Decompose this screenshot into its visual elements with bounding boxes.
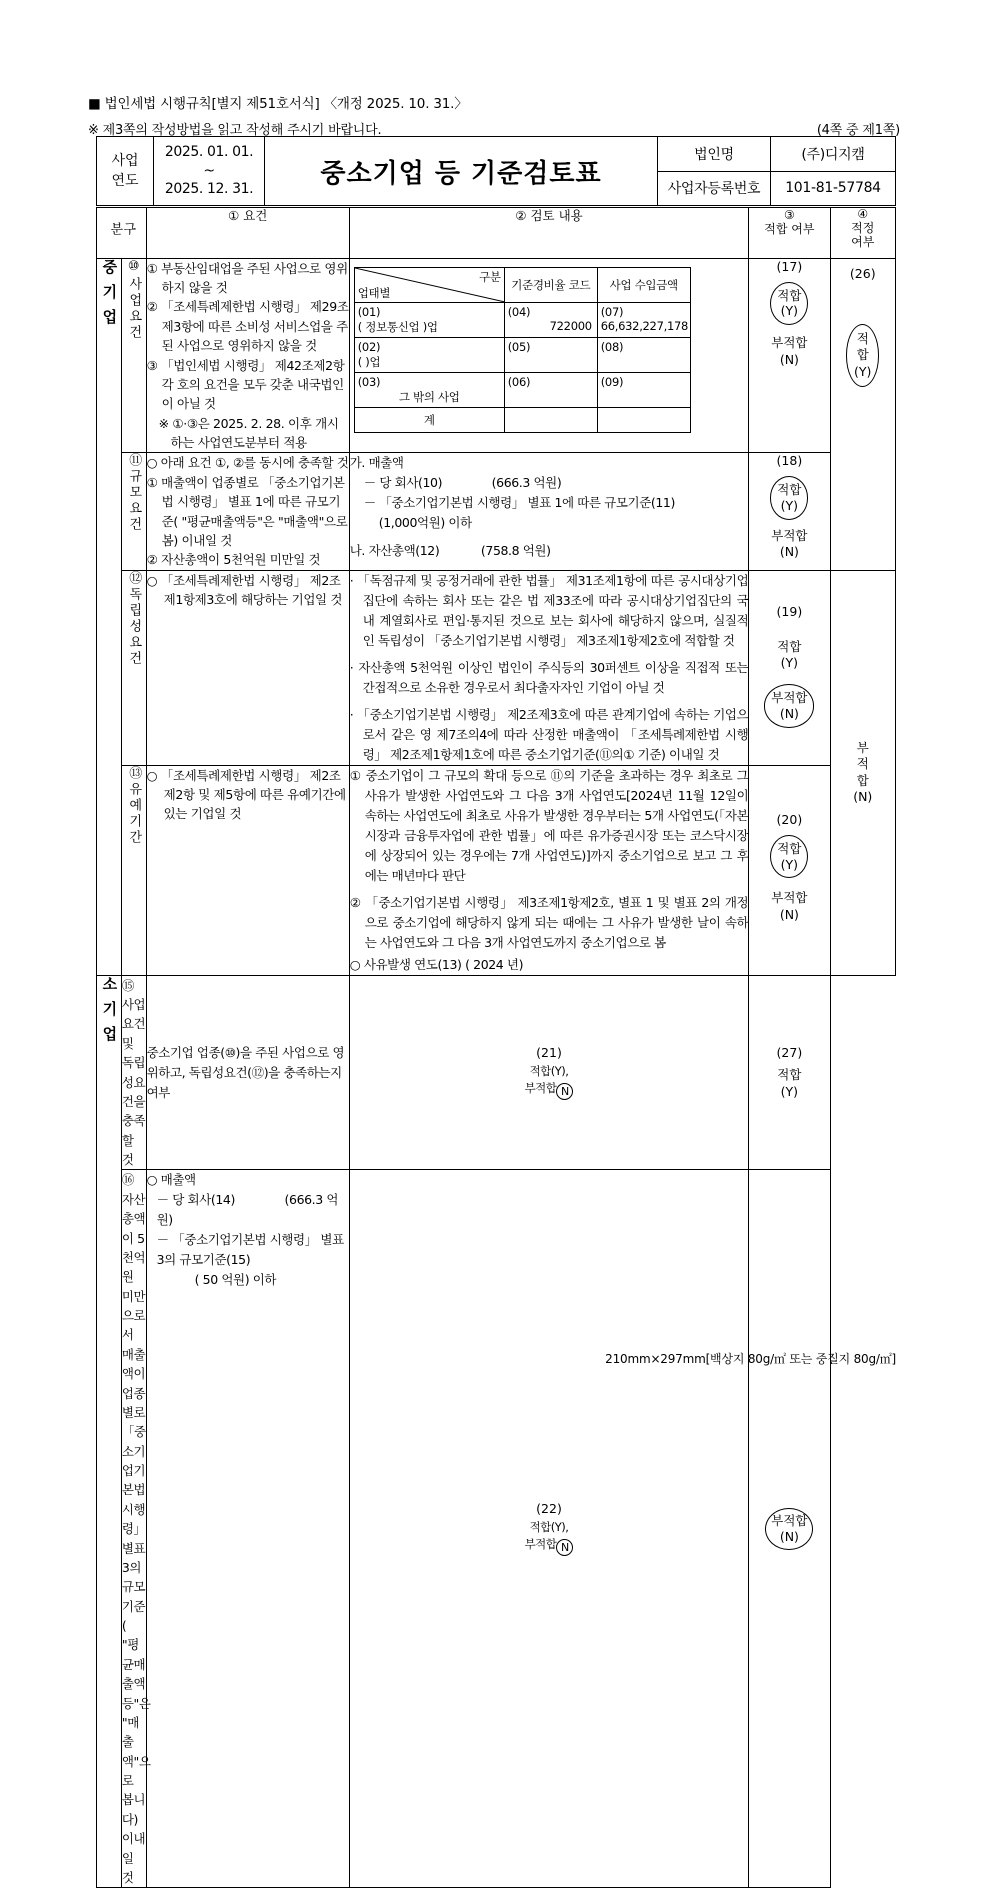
independence-bullet-2: · 자산총액 5천억원 이상인 법인이 주식등의 30퍼센트 이상을 직접적 또는 간접적으로 소유한 경우로서 최다출자자인 기업이 아닐 것 [349, 659, 749, 695]
biz-type-total-amount [597, 407, 690, 432]
scale-req-item-1: ① 매출액이 업종별로 「중소기업기본법 시행령」 별표 1에 따른 규모기준( "평균매출액등"은 "매출액"으로 봄) 이내일 것 [146, 474, 348, 548]
conform-option-yes-18[interactable] [749, 476, 829, 519]
conform-option-no-21[interactable] [350, 1080, 749, 1100]
adequacy-cell-27[interactable] [749, 975, 830, 1170]
conform-yes-l1-20: 적합 [777, 841, 802, 857]
grace-cause-year-label: ○ 사유발생 연도(13) [349, 956, 462, 972]
scale-review-a1-value: (666.3 억원) [491, 475, 562, 491]
page-title: 중소기업 등 기준검토표 [265, 137, 658, 206]
grace-review-item-1: ① 중소기업이 그 규모의 확대 등으로 ⑪의 기준을 초과하는 경우 최초로 그 사유가 발생한 사업연도와 그 다음 3개 사업연도[2024년 11월 12일이 속하는 사업연도에 최초로 사유가 발생한 경우부터는 5개 사업연도(「자본시장과 금융투자업에 관한 법률」에 따른 유가증권시장 또는 코스닥시장에 상장되어 있는 경우에는 7개 사업연도)]까지 중소기업으로 보고 그 후에는 매년마다 판단 [349, 767, 749, 883]
adequacy-l1-26: 적 [856, 331, 869, 347]
conform-option-yes-20[interactable] [749, 835, 829, 878]
biz-req-item-3: ③ 「법인세법 시행령」 제42조제2항 각 호의 요건을 모두 갖춘 내국법인이 아닐 것 [146, 357, 345, 412]
biz-type-code-cell-2 [504, 337, 597, 372]
biz-type-header-left: 업태별 [357, 285, 391, 300]
small-biz-2-line3: ( 50 억원) 이하 [194, 1272, 277, 1288]
biz-req-item-2: ② 「조세특례제한법 시행령」 제29조제3항에 따른 소비성 서비스업을 주된 사업으로 영위하지 않을 것 [146, 299, 349, 354]
adequacy-medium-l4: (N) [853, 788, 873, 804]
grace-period-requirement-text [146, 765, 349, 975]
biz-type-amt-no-3: (09) [600, 374, 624, 389]
biz-type-row [354, 372, 690, 407]
scale-review-a-label: 가. 매출액 [349, 455, 404, 471]
conform-no-l2-17: (N) [779, 351, 799, 367]
adequacy-small-l1: 부적합 [771, 1512, 808, 1528]
conform-cell-20[interactable] [749, 765, 830, 975]
table-row-independence-requirement [97, 570, 896, 765]
independence-requirement-review [349, 570, 749, 765]
conform-cell-22[interactable] [349, 1170, 749, 1888]
independence-requirement-text [146, 570, 349, 765]
biz-requirement-text [146, 258, 349, 453]
independence-req-item: ○ 「조세특례제한법 시행령」 제2조제1항제3호에 해당하는 기업일 것 [146, 572, 343, 607]
scale-req-head: ○ 아래 요건 ①, ②를 동시에 충족할 것 [146, 455, 349, 471]
small-biz-1-review: 중소기업 업종(⑩)을 주된 사업으로 영위하고, 독립성요건(⑫)을 충족하는지 여부 [146, 975, 349, 1170]
scale-review-a3: (1,000억원) 이하 [378, 515, 472, 531]
scale-requirement-marker-label: ⑪규모요건 [126, 453, 142, 534]
conform-no-label-21: 부적합 [524, 1081, 557, 1096]
biz-requirement-review [349, 258, 749, 453]
small-biz-2-line1 [147, 1190, 349, 1230]
col-adequacy-num: ④ [857, 207, 869, 221]
conform-yes-l2-19: (Y) [780, 655, 799, 671]
conform-option-yes-19[interactable] [749, 639, 829, 673]
adequacy-medium-l1: 부 [856, 740, 869, 755]
adequacy-cell-small-n[interactable] [749, 1170, 830, 1888]
document-header [88, 92, 900, 138]
biz-type-name-1: ( 정보통신업 )업 [357, 319, 438, 334]
biz-type-header-amount: 사업 수입금액 [597, 267, 690, 302]
row-label-scale-requirement [121, 453, 146, 570]
fiscal-year-tilde: ~ [203, 162, 215, 179]
conform-no-17: (17) [776, 258, 803, 274]
conform-option-no-19[interactable] [749, 684, 829, 727]
table-row-scale-requirement [97, 453, 896, 570]
biz-type-code-cell-3 [504, 372, 597, 407]
business-type-table [354, 267, 691, 433]
adequacy-l3-26: (Y) [854, 363, 872, 379]
biz-type-code-no-2: (05) [507, 339, 531, 354]
criteria-table [96, 207, 896, 1888]
row-label-biz-requirement [121, 258, 146, 453]
biz-type-header-diagonal [354, 267, 504, 302]
conform-option-yes-22[interactable]: 적합(Y), [529, 1520, 569, 1535]
table-row-grace-period [97, 765, 896, 975]
table-row-biz-requirement [97, 258, 896, 453]
small-biz-2-review-head: ○ 매출액 [146, 1172, 196, 1188]
corp-name-value: (주)디지캠 [771, 137, 896, 172]
scale-req-item-2: ② 자산총액이 5천억원 미만일 것 [146, 552, 321, 568]
grace-review-item-2: ② 「중소기업기본법 시행령」 제3조제1항제2호, 별표 1 및 별표 2의 개정으로 중소기업에 해당하지 않게 되는 때에는 그 사유가 발생한 날이 속하는 사업연도와 그 다음 3개 사업연도까지 중소기업으로 봄 [349, 894, 749, 950]
biz-type-row [354, 302, 690, 337]
conform-no-21: (21) [536, 1044, 562, 1060]
conform-yes-l1-18: 적합 [777, 482, 802, 498]
independence-bullet-3-text: 「중소기업기본법 시행령」 제2조제3호에 따른 관계기업에 속하는 기업으로서 같은 영 제7조의4에 따라 산정한 매출액이 「조세특례제한법 시행령」 제2조제1항제1호에 따른 중소기업기준(⑪의① 기준) 이내일 것 [357, 706, 749, 762]
grace-cause-year [350, 955, 749, 975]
row-label-independence-requirement [121, 570, 146, 765]
biz-type-header-right: 구분 [479, 269, 501, 284]
biz-type-amount-cell-1 [597, 302, 690, 337]
small-biz-2-line1-label: － 당 회사(14) [156, 1192, 235, 1208]
biz-requirement-marker-label: ⑩사업요건 [126, 258, 142, 341]
conform-no-l2-19: (N) [779, 705, 799, 721]
conform-no-l1-17: 부적합 [771, 334, 808, 350]
biz-type-name-cell-2 [354, 337, 504, 372]
row-label-grace-period [121, 765, 146, 975]
regulation-line: ■ 법인세법 시행규칙[별지 제51호서식] 〈개정 2025. 10. 31.〉 [88, 96, 468, 112]
biz-type-name-3: 그 밖의 사업 [398, 389, 460, 404]
biz-type-name-cell-3 [354, 372, 504, 407]
grace-req-item: ○ 「조세특례제한법 시행령」 제2조제2항 및 제5항에 따른 유예기간에 있는 기업일 것 [146, 767, 346, 822]
adequacy-27-l1: 적합 [777, 1066, 802, 1082]
conform-no-22: (22) [536, 1501, 562, 1517]
small-biz-2-line2: － 「중소기업기본법 시행령」 별표 3의 규모기준(15) [156, 1232, 344, 1268]
biz-req-note: ※ ①·③은 2025. 2. 28. 이후 개시하는 사업연도분부터 적용 [158, 415, 339, 450]
conform-yes-l1-17: 적합 [777, 287, 802, 303]
conform-yes-l2-18: (Y) [780, 497, 799, 513]
selected-ring-n: N [556, 1083, 573, 1100]
conform-option-no-22[interactable] [350, 1536, 749, 1556]
independence-bullet-1: · 「독점규제 및 공정거래에 관한 법률」 제31조제1항에 따른 공시대상기업집단에 속하는 회사 또는 같은 법 제33조에 따라 공시대상기업집단의 국내 계열회사로 편입·통지된 것으로 보는 회사에 해당하지 않으며, 실질적인 독립성이 「중소기업기본법 시행령」 제3조제1항제2호에 적합할 것 [349, 572, 749, 648]
biz-type-code-1: 722000 [549, 318, 592, 333]
biz-type-amt-no-1: (07) [600, 304, 624, 319]
biz-type-amt-1: 66,632,227,178 [600, 318, 688, 333]
conform-cell-18[interactable] [749, 453, 830, 570]
scale-review-b [350, 541, 749, 561]
adequacy-no-26: (26) [849, 265, 876, 281]
selected-ring-n [764, 684, 814, 727]
biz-type-no-3: (03) [357, 374, 381, 389]
biz-reg-label: 사업자등록번호 [658, 171, 771, 206]
scale-review-a1-label: － 당 회사(10) [363, 475, 443, 491]
biz-type-header-code: 기준경비율 코드 [504, 267, 597, 302]
biz-type-code-cell-1 [504, 302, 597, 337]
biz-type-amt-no-2: (08) [600, 339, 624, 354]
col-conform [749, 208, 830, 259]
scale-requirement-text [146, 453, 349, 570]
conform-yes-l1-19: 적합 [777, 638, 802, 654]
group-label-small: 소기업 [97, 975, 122, 1888]
adequacy-medium-l2: 적 [856, 756, 869, 772]
conform-option-yes-21[interactable]: 적합(Y), [529, 1063, 569, 1078]
col-conform-num: ③ [783, 208, 795, 222]
biz-type-amount-cell-3 [597, 372, 690, 407]
independence-bullet-1-text: 「독점규제 및 공정거래에 관한 법률」 제31조제1항에 따른 공시대상기업집단에 속하는 회사 또는 같은 법 제33조에 따라 공시대상기업집단의 국내 계열회사로 편입·통지된 것으로 보는 회사에 해당하지 않으며, 실질적인 독립성이 「중소기업기본법 시행령」 제3조제1항제2호에 적합할 것 [357, 572, 749, 648]
conform-no-20: (20) [776, 812, 803, 828]
title-table [96, 136, 896, 206]
scale-review-b-value: (758.8 억원) [480, 543, 551, 559]
conform-no-l1-20: 부적합 [771, 890, 808, 906]
conform-option-no-18[interactable] [749, 528, 829, 562]
selected-ring-y [770, 282, 808, 325]
conform-cell-17[interactable] [749, 258, 830, 453]
adequacy-27-l2: (Y) [780, 1084, 799, 1100]
selected-ring-y [770, 476, 808, 519]
paper-spec-footer: 210mm×297mm[백상지 80g/㎡ 또는 중질지 80g/㎡] [605, 1352, 896, 1366]
col-division: 구 분 [97, 208, 147, 259]
biz-reg-value: 101-81-57784 [771, 171, 896, 206]
conform-option-yes-17[interactable] [749, 282, 829, 325]
scale-review-a2: － 「중소기업기본법 시행령」 별표 1에 따른 규모기준(11) [363, 495, 675, 511]
small-biz-1-requirement: ⑮ 사업요건 및 독립성요건을 충족할 것 [121, 975, 146, 1170]
biz-type-code-no-3: (06) [507, 374, 531, 389]
adequacy-cell-medium-n[interactable] [830, 570, 896, 975]
grace-period-review [349, 765, 749, 975]
biz-req-item-1: ① 부동산임대업을 주된 사업으로 영위하지 않을 것 [146, 260, 348, 295]
col-review: ② 검토 내용 [349, 208, 749, 259]
group-label-medium: 중기업 [97, 258, 122, 975]
scale-review-a1 [350, 473, 749, 493]
conform-no-l1-18: 부적합 [771, 527, 808, 543]
small-biz-2-line1-value: (666.3 억원) [156, 1192, 339, 1228]
selected-ring-n: N [556, 1539, 573, 1556]
adequacy-medium-n-stack [853, 740, 872, 805]
conform-no-l1-19: 부적합 [771, 690, 808, 706]
biz-type-no-1: (01) [357, 304, 381, 319]
col-conform-text: 적합 여부 [764, 222, 815, 237]
conform-no-18: (18) [776, 453, 803, 469]
biz-type-total-row [354, 407, 690, 432]
table-row-small-biz-2 [97, 1170, 896, 1888]
biz-type-name-cell-1 [354, 302, 504, 337]
fiscal-year-start: 2025. 01. 01. [164, 143, 254, 160]
grace-cause-year-value[interactable]: ( 2024 년) [465, 956, 524, 972]
adequacy-small-l2: (N) [779, 1528, 799, 1544]
conform-option-no-17[interactable] [749, 335, 829, 369]
table-row-small-biz-1 [97, 975, 896, 1170]
biz-type-code-no-1: (04) [507, 304, 531, 319]
small-biz-2-requirement: ⑯ 자산총액이 5천억원 미만으로서 매출액이 업종별로 「중소기업기본법 시행령」 별표 3의 규모기준( "평균매출액등"은 "매출액"으로 봅니다) 이내일 것 [121, 1170, 146, 1888]
conform-no-l2-18: (N) [779, 544, 799, 560]
fiscal-year-end: 2025. 12. 31. [164, 181, 254, 198]
independence-marker-label: ⑫독립성요건 [126, 570, 142, 667]
page-indicator: (4쪽 중 제1쪽) [816, 123, 900, 138]
adequacy-medium-l3: 합 [856, 772, 869, 788]
independence-bullet-2-text: 자산총액 5천억원 이상인 법인이 주식등의 30퍼센트 이상을 직접적 또는 간접적으로 소유한 경우로서 최다출자자인 기업이 아닐 것 [358, 659, 749, 695]
conform-cell-21[interactable] [349, 975, 749, 1170]
biz-type-amount-cell-2 [597, 337, 690, 372]
conform-yes-l2-17: (Y) [780, 303, 799, 319]
conform-no-label-22: 부적합 [524, 1537, 557, 1552]
conform-option-no-20[interactable] [749, 890, 829, 924]
scale-requirement-review [349, 453, 749, 570]
biz-type-no-2: (02) [357, 339, 381, 354]
conform-no-l2-20: (N) [779, 907, 799, 923]
adequacy-cell-26[interactable] [830, 258, 896, 570]
scale-review-b-label: 나. 자산총액(12) [349, 543, 440, 559]
adequacy-l2-26: 합 [856, 347, 869, 363]
selected-oval-y [846, 324, 879, 387]
col-adequacy: ④ 적정 여부 [830, 208, 896, 259]
col-requirement: ① 요건 [146, 208, 349, 259]
independence-bullet-3: · 「중소기업기본법 시행령」 제2조제3호에 따른 관계기업에 속하는 기업으로서 같은 영 제7조의4에 따라 산정한 매출액이 「조세특례제한법 시행령」 제2조제1항제1호에 따른 중소기업기준(⑪의① 기준) 이내일 것 [349, 706, 749, 762]
corp-name-label: 법인명 [658, 137, 771, 172]
biz-type-total-label: 계 [354, 407, 504, 432]
fiscal-year-period [154, 137, 265, 206]
biz-type-name-2: ( )업 [357, 354, 381, 369]
conform-yes-l2-20: (Y) [780, 856, 799, 872]
selected-ring-y [770, 835, 808, 878]
adequacy-selection-26[interactable] [831, 324, 896, 387]
small-biz-2-review [146, 1170, 349, 1888]
conform-no-19: (19) [776, 603, 803, 619]
adequacy-no-27: (27) [776, 1045, 803, 1061]
conform-cell-19[interactable] [749, 570, 830, 765]
instruction-text: ※ 제3쪽의 작성방법을 읽고 작성해 주시기 바랍니다. [88, 123, 382, 138]
biz-type-total-code [504, 407, 597, 432]
selected-oval-n [765, 1508, 813, 1551]
table-header-row [97, 208, 896, 259]
biz-type-row [354, 337, 690, 372]
fiscal-year-label: 사업 연도 [97, 137, 154, 206]
grace-period-marker-label: ⑬유예기간 [126, 765, 142, 846]
